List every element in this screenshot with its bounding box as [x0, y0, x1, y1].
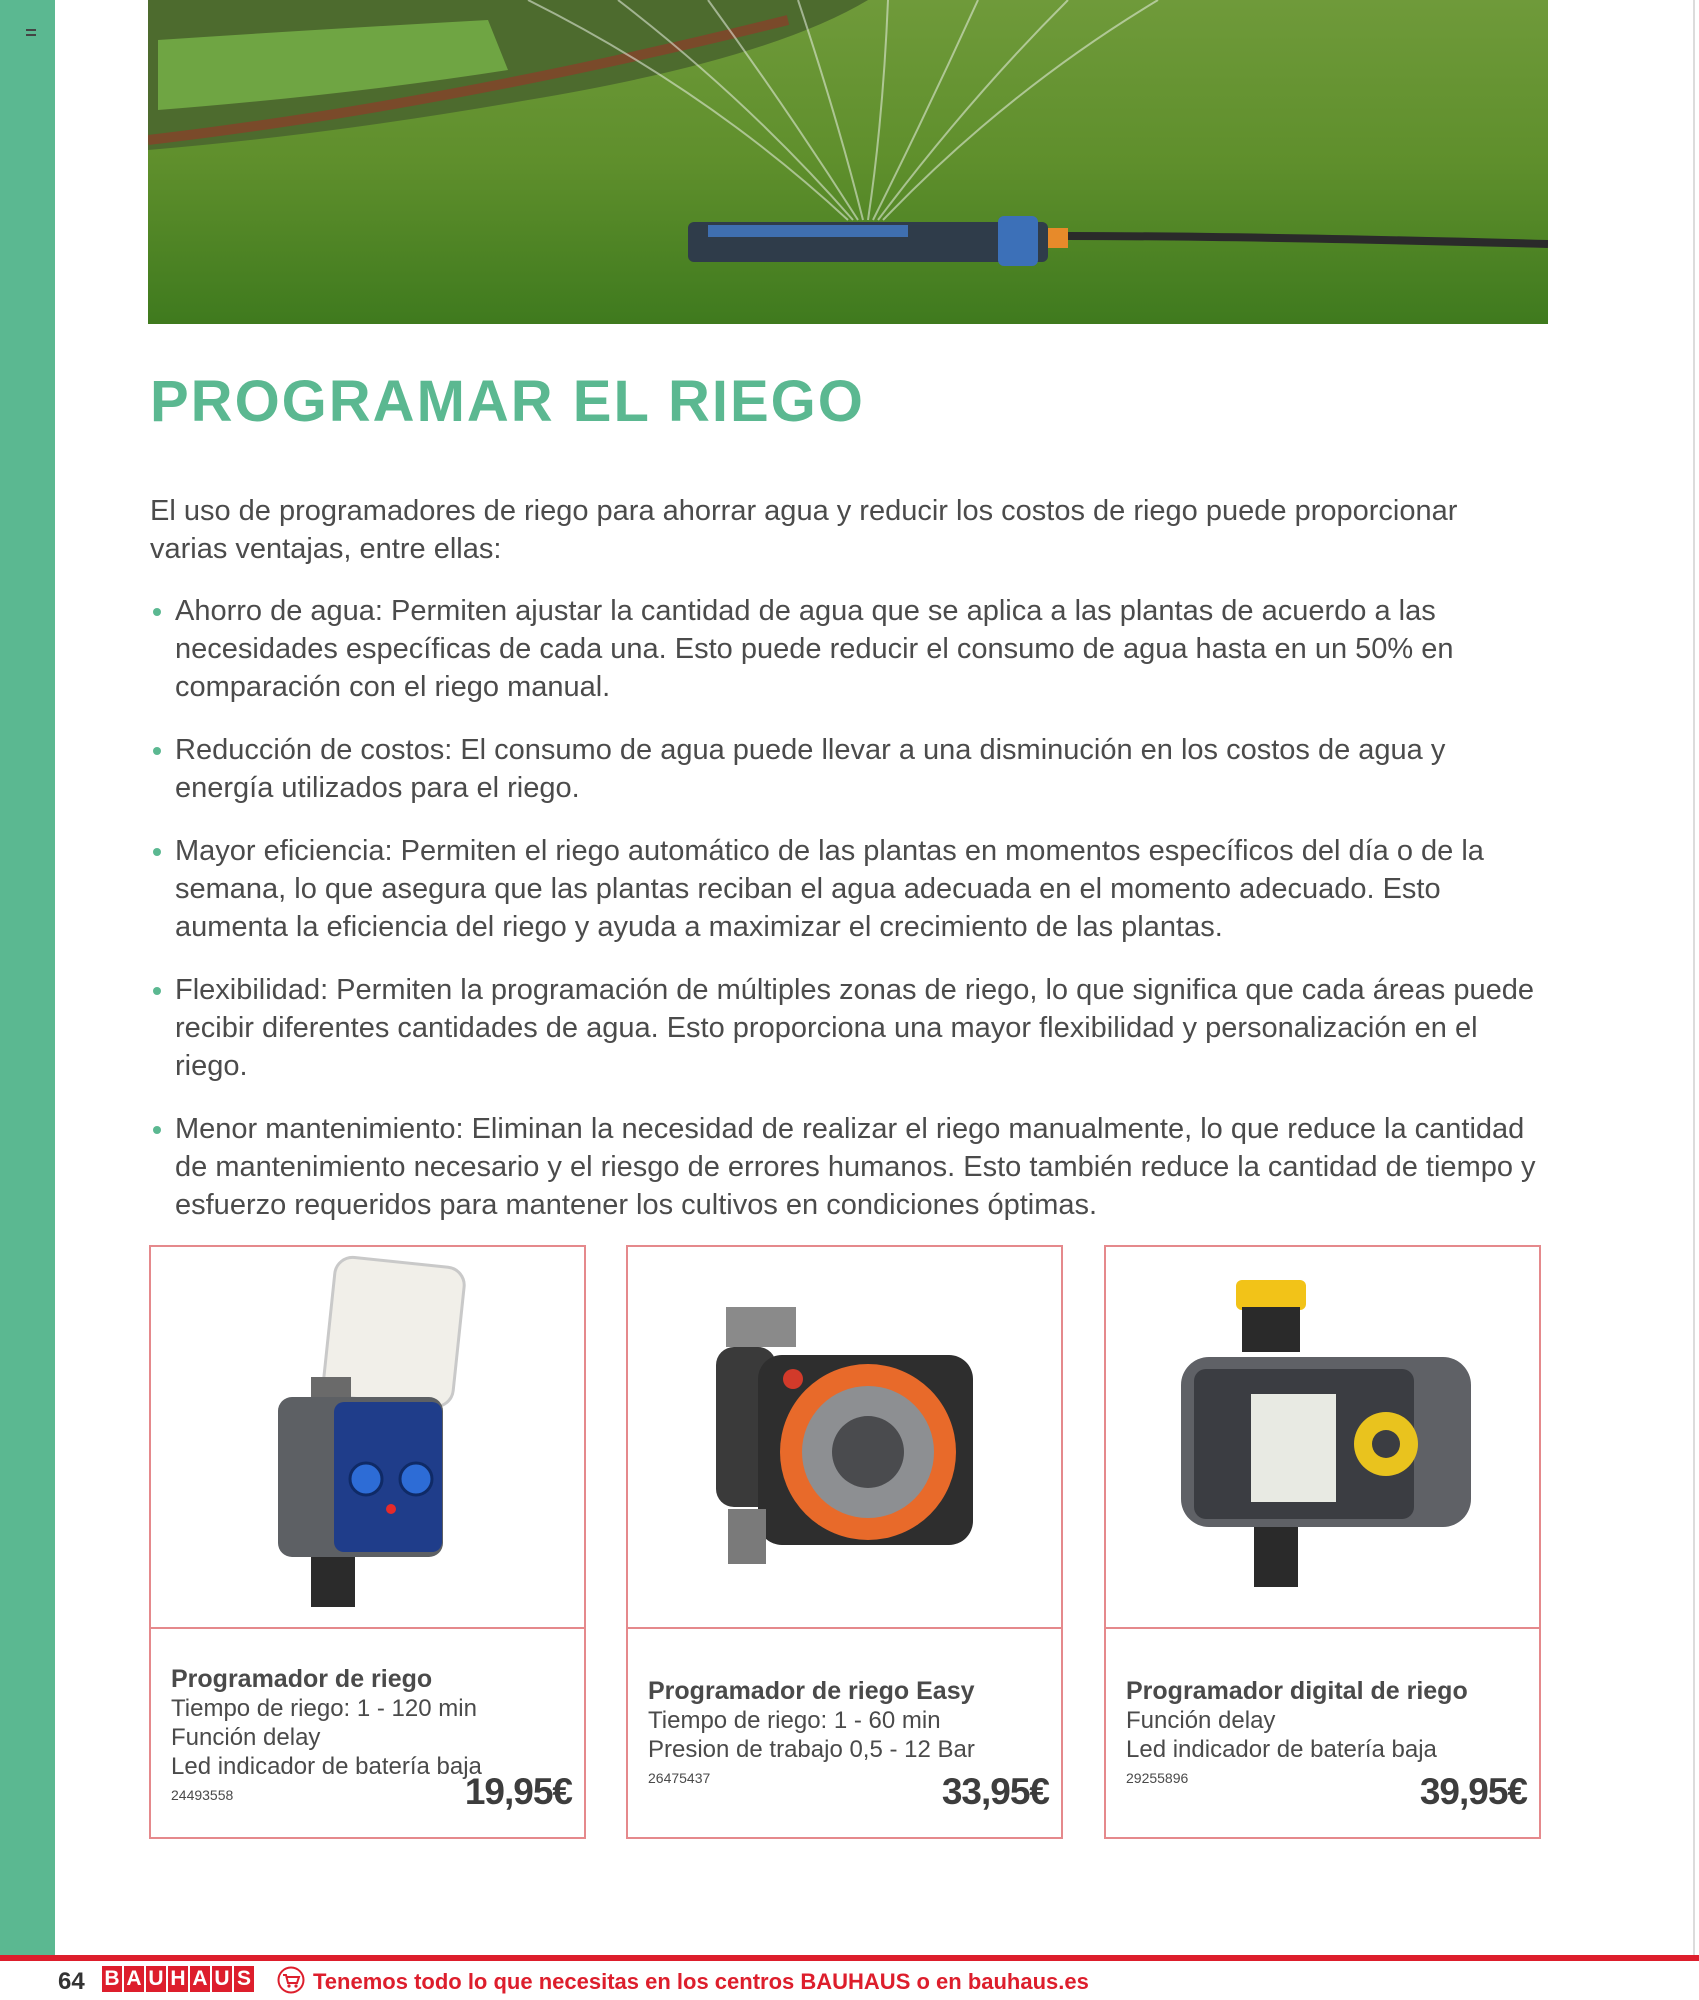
hero-image — [148, 0, 1548, 324]
benefits-list — [150, 592, 1550, 1249]
logo-letter: A — [190, 1966, 210, 1992]
product-spec: Tiempo de riego: 1 - 120 min — [171, 1695, 477, 1722]
product-spec: Led indicador de batería baja — [171, 1753, 482, 1780]
logo-letter: H — [168, 1966, 188, 1992]
left-color-band — [0, 0, 55, 1958]
bullet-icon — [153, 747, 161, 755]
product-image-digital-timer — [1106, 1247, 1539, 1629]
menu-icon — [26, 29, 36, 36]
product-name: Programador de riego Easy — [648, 1677, 975, 1705]
product-name: Programador digital de riego — [1126, 1677, 1468, 1705]
bullet-icon — [153, 1126, 161, 1134]
product-sku: 29255896 — [1126, 1770, 1189, 1786]
bullet-icon — [153, 608, 161, 616]
footer-slogan[interactable]: Tenemos todo lo que necesitas en los centros BAUHAUS o en bauhaus.es — [313, 1969, 1089, 1994]
list-item — [150, 592, 1550, 706]
page-title: PROGRAMAR EL RIEGO — [150, 369, 865, 434]
product-card[interactable] — [149, 1245, 586, 1839]
list-item-text: Mayor eficiencia: Permiten el riego automático de las plantas en momentos específicos del día o de la semana, lo que asegura que las plantas reciban el agua adecuada en el momento adecuado. Esto aumenta la eficiencia del riego y ayuda a maximizar el crecimiento de las plantas. — [175, 835, 1484, 943]
product-spec: Función delay — [1126, 1707, 1276, 1734]
list-item-text: Reducción de costos: El consumo de agua puede llevar a una disminución en los costos de agua y energía utilizados para el riego. — [175, 734, 1446, 804]
list-item-text: Flexibilidad: Permiten la programación de múltiples zonas de riego, lo que significa que cada áreas puede recibir diferentes cantidades de agua. Esto proporciona una mayor flexibilidad y personalización en el riego. — [175, 974, 1534, 1082]
product-card[interactable] — [626, 1245, 1063, 1839]
page-number: 64 — [58, 1968, 85, 1995]
product-price: 19,95€ — [464, 1771, 572, 1812]
bauhaus-logo[interactable] — [102, 1966, 254, 1992]
intro-paragraph: El uso de programadores de riego para ahorrar agua y reducir los costos de riego puede proporcionar varias ventajas, entre ellas: — [150, 495, 1458, 565]
product-card[interactable] — [1104, 1245, 1541, 1839]
logo-letter: S — [234, 1966, 254, 1992]
logo-letter: U — [212, 1966, 232, 1992]
list-item — [150, 832, 1550, 946]
shopping-cart-icon — [277, 1966, 305, 1994]
product-sku: 24493558 — [171, 1787, 234, 1803]
list-item — [150, 1110, 1550, 1224]
logo-letter: A — [124, 1966, 144, 1992]
logo-letter: U — [146, 1966, 166, 1992]
product-image-timer-dial — [151, 1247, 584, 1629]
product-price: 39,95€ — [1419, 1771, 1527, 1812]
product-spec: Led indicador de batería baja — [1126, 1736, 1437, 1763]
product-sku: 26475437 — [648, 1770, 711, 1786]
list-item-text: Ahorro de agua: Permiten ajustar la cantidad de agua que se aplica a las plantas de acuerdo a las necesidades específicas de cada una. Esto puede reducir el consumo de agua hasta en un 50% en comparación con el riego manual. — [175, 595, 1454, 703]
product-price: 33,95€ — [941, 1771, 1049, 1812]
product-spec: Tiempo de riego: 1 - 60 min — [648, 1707, 941, 1734]
product-spec: Presion de trabajo 0,5 - 12 Bar — [648, 1736, 975, 1763]
product-image-easy-timer — [628, 1247, 1061, 1629]
list-item-text: Menor mantenimiento: Eliminan la necesidad de realizar el riego manualmente, lo que reduce la cantidad de mantenimiento necesario y el riesgo de errores humanos. Esto también reduce la cantidad de tiempo y esfuerzo requeridos para mantener los cultivos en condiciones óptimas. — [175, 1113, 1536, 1221]
product-spec: Función delay — [171, 1724, 321, 1751]
product-name: Programador de riego — [171, 1665, 433, 1693]
right-edge-line — [1693, 0, 1695, 1958]
list-item — [150, 731, 1550, 807]
bullet-icon — [153, 987, 161, 995]
footer — [0, 1961, 1699, 2000]
logo-letter: B — [102, 1966, 122, 1992]
bullet-icon — [153, 848, 161, 856]
list-item — [150, 971, 1550, 1085]
